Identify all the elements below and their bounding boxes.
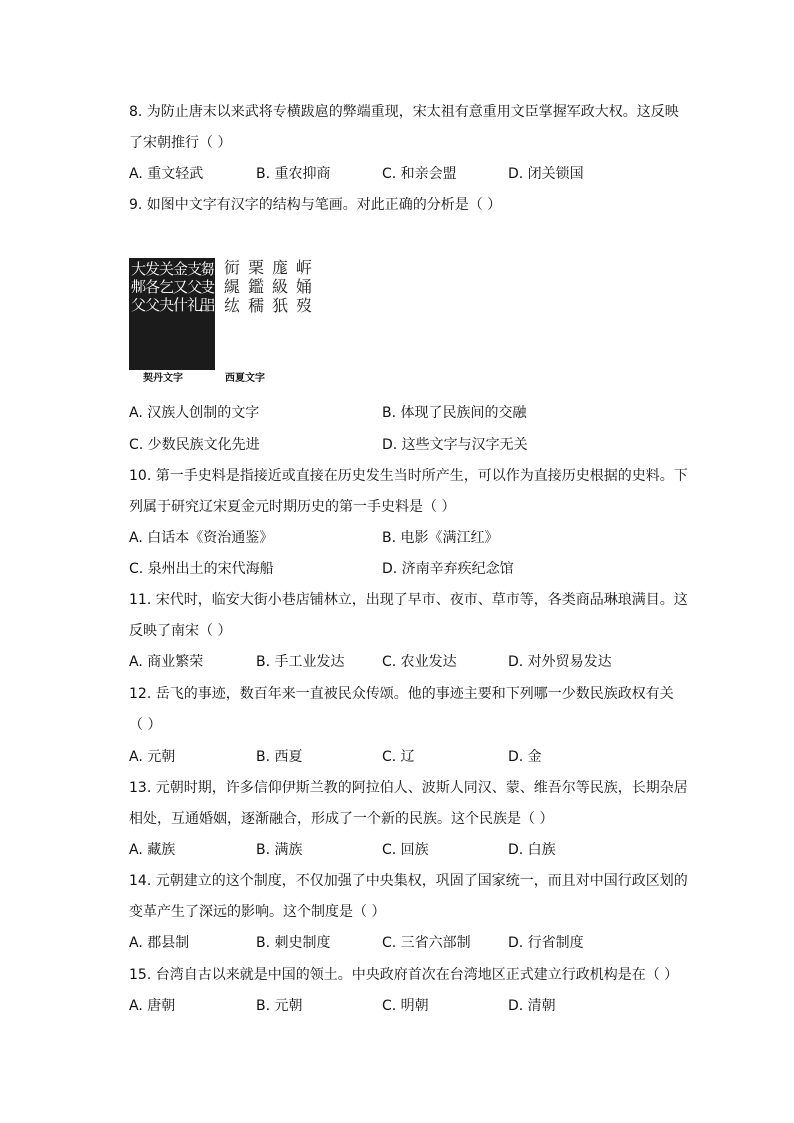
question-8-option-d: D. 闭关锁国	[508, 166, 584, 182]
question-10-text-line2: 列属于研究辽宋夏金元时期历史的第一手史料是（ ）	[129, 499, 456, 515]
khitan-script-image	[129, 258, 215, 370]
question-12-text-line2: （ ）	[129, 717, 162, 733]
question-9-option-c: C. 少数民族文化先进	[129, 437, 260, 453]
xixia-caption: 西夏文字	[225, 373, 265, 384]
question-15-option-c: C. 明朝	[382, 998, 429, 1014]
question-14-option-a: A. 郡县制	[129, 935, 190, 951]
khitan-column: 芻叏㗊	[199, 260, 215, 314]
question-15-text-line1: 15. 台湾自古以来就是中国的领土。中央政府首次在台湾地区正式建立行政机构是在（ ）	[129, 967, 679, 983]
question-15-option-a: A. 唐朝	[129, 998, 176, 1014]
question-8-option-b: B. 重农抑商	[256, 166, 331, 182]
khitan-column: 大𨚓父	[130, 260, 146, 314]
question-11-text-line2: 反映了南宋（ ）	[129, 623, 232, 639]
khitan-column: 发各父	[144, 260, 160, 314]
question-9-option-d: D. 这些文字与汉字无关	[382, 437, 528, 453]
xixia-script-image	[221, 258, 319, 370]
question-14-text-line1: 14. 元朝建立的这个制度，不仅加强了中央集权，巩固了国家统一，而且对中国行政区划的	[129, 873, 688, 889]
question-9-option-a: A. 汉族人创制的文字	[129, 405, 260, 421]
question-13-option-a: A. 藏族	[129, 842, 176, 858]
question-15-option-b: B. 元朝	[256, 998, 303, 1014]
question-9-text-line1: 9. 如图中文字有汉字的结构与笔画。对此正确的分析是（ ）	[129, 197, 502, 213]
khitan-column: 金又什	[172, 260, 188, 314]
question-11-option-c: C. 农业发达	[382, 654, 457, 670]
question-12-option-a: A. 元朝	[129, 749, 176, 765]
xixia-column: 庬級㹝	[271, 258, 288, 315]
question-11-text-line1: 11. 宋代时，临安大街小巷店铺林立，出现了早市、夜市、草市等，各类商品琳琅满目。这	[129, 592, 688, 608]
question-8-option-a: A. 重文轻武	[129, 166, 204, 182]
xixia-column: 䅇鑑穤	[247, 258, 264, 315]
question-8-option-c: C. 和亲会盟	[382, 166, 457, 182]
question-12-option-b: B. 西夏	[256, 749, 303, 765]
question-10-option-b: B. 电影《满江红》	[382, 530, 499, 546]
question-13-text-line2: 相处，互通婚姻，逐渐融合，形成了一个新的民族。这个民族是（ ）	[129, 811, 554, 827]
khitan-column: 支父礼	[186, 260, 202, 314]
question-9-option-b: B. 体现了民族间的交融	[382, 405, 527, 421]
question-11-option-a: A. 商业繁荣	[129, 654, 204, 670]
question-10-text-line1: 10. 第一手史料是指接近或直接在历史发生当时所产生，可以作为直接历史根据的史料。下	[129, 468, 688, 484]
question-13-option-b: B. 满族	[256, 842, 303, 858]
question-11-option-b: B. 手工业发达	[256, 654, 345, 670]
question-8-text-line1: 8. 为防止唐末以来武将专横跋扈的弊端重现，宋太祖有意重用文臣掌握军政大权。这反映	[129, 104, 679, 120]
question-14-option-b: B. 刺史制度	[256, 935, 331, 951]
xixia-column: 衏繉纮	[223, 258, 240, 315]
question-12-option-d: D. 金	[508, 749, 542, 765]
question-14-text-line2: 变革产生了深远的影响。这个制度是（ ）	[129, 904, 386, 920]
question-8-text-line2: 了宋朝推行（ ）	[129, 135, 232, 151]
question-13-option-c: C. 回族	[382, 842, 429, 858]
khitan-caption: 契丹文字	[143, 373, 183, 384]
question-13-text-line1: 13. 元朝时期，许多信仰伊斯兰教的阿拉伯人、波斯人同汉、蒙、维吾尔等民族，长期杂居	[129, 780, 688, 796]
xixia-column: 㟁㛚歿	[295, 258, 312, 315]
question-14-option-c: C. 三省六部制	[382, 935, 471, 951]
khitan-column: 关乞夬	[158, 260, 174, 314]
question-13-option-d: D. 白族	[508, 842, 556, 858]
script-comparison-figure	[129, 258, 319, 390]
question-10-option-d: D. 济南辛弃疾纪念馆	[382, 561, 514, 577]
question-10-option-c: C. 泉州出土的宋代海船	[129, 561, 274, 577]
question-11-option-d: D. 对外贸易发达	[508, 654, 612, 670]
question-14-option-d: D. 行省制度	[508, 935, 584, 951]
question-10-option-a: A. 白话本《资治通鉴》	[129, 530, 274, 546]
question-12-option-c: C. 辽	[382, 749, 415, 765]
question-15-option-d: D. 清朝	[508, 998, 556, 1014]
question-12-text-line1: 12. 岳飞的事迹，数百年来一直被民众传颂。他的事迹主要和下列哪一少数民族政权有关	[129, 686, 674, 702]
